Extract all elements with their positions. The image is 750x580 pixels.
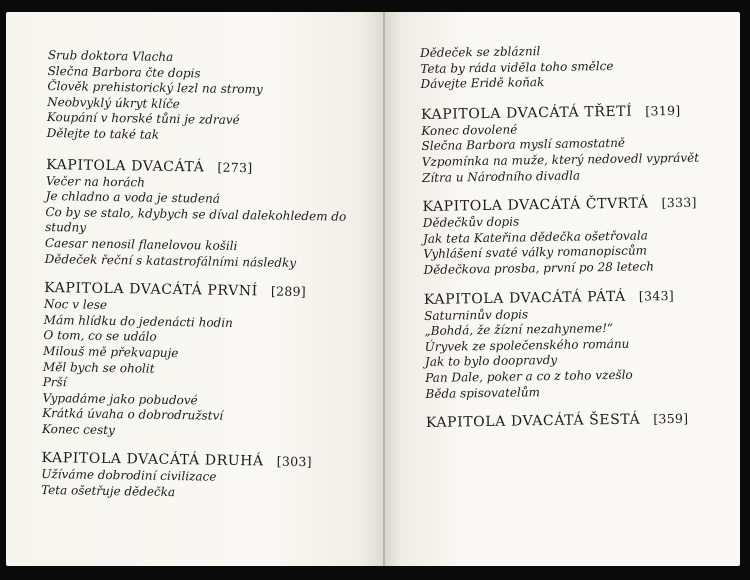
toc-entry: Vypadáme jako pobudové: [42, 390, 198, 408]
chapter-page-number: [359]: [653, 410, 689, 427]
chapter-page-number: [273]: [217, 159, 253, 175]
toc-entry: Dědečkova prosba, první po 28 letech: [423, 259, 655, 277]
toc-entry: Dědečkův dopis: [422, 214, 520, 231]
toc-entry: Saturninův dopis: [424, 306, 529, 323]
toc-entry: Milouš mě překvapuje: [43, 343, 179, 360]
chapter-title: KAPITOLA DVACÁTÁ PÁTÁ: [423, 288, 626, 308]
chapter-title: KAPITOLA DVACÁTÁ DRUHÁ: [41, 450, 264, 470]
toc-entry: Prší: [42, 375, 67, 390]
toc-entry: Člověk prehistorický lezl na stromy: [47, 79, 263, 97]
toc-entry: Měl bych se oholit: [42, 359, 155, 376]
toc-entry: Konec cesty: [41, 421, 115, 437]
toc-entry: Teta ošetřuje dědečka: [40, 483, 176, 500]
toc-entry: Běda spisovatelům: [425, 384, 540, 401]
toc-entry: Konec dovolené: [421, 122, 518, 138]
toc-entry: Dědeček řeční s katastrofálními následky: [44, 251, 297, 270]
toc-entry: Vzpomínka na muže, který nedovedl vyprávět: [421, 150, 700, 169]
chapter-title: KAPITOLA DVACÁTÁ PRVNÍ: [44, 280, 258, 300]
chapter-page-number: [343]: [638, 287, 675, 304]
toc-entry: Teta by ráda viděla toho smělce: [420, 58, 614, 76]
toc-entry: Slečna Barbora čte dopis: [47, 63, 201, 80]
toc-entry: Úryvek ze společenského románu: [424, 336, 630, 354]
toc-entry: Zítra u Národního divadla: [421, 168, 581, 185]
toc-entry: Dědeček se zbláznil: [420, 44, 541, 60]
toc-entry: Dávejte Eridě koňak: [420, 75, 545, 92]
toc-entry: Je chladno a voda je studená: [45, 189, 221, 206]
toc-entry: O tom, co se událo: [43, 328, 157, 345]
toc-entry: Užíváme dobrodiní civilizace: [41, 467, 217, 485]
chapter-title: KAPITOLA DVACÁTÁ TŘETÍ: [420, 103, 633, 123]
toc-entry: Koupání v horské tůni je zdravé: [46, 110, 240, 128]
toc-entry: Caesar nenosil flanelovou košili: [44, 235, 238, 253]
toc-entry: Jak to bylo doopravdy: [424, 353, 558, 370]
right-page-toc: [420, 41, 726, 432]
toc-entry: Slečna Barbora myslí samostatně: [421, 136, 626, 154]
chapter-page-number: [319]: [645, 102, 681, 119]
toc-entry: Večer na horách: [45, 173, 146, 190]
toc-entry: Vyhlášení svaté války romanopiscům: [423, 243, 648, 262]
chapter-page-number: [303]: [276, 454, 312, 470]
toc-entry: Dělejte to také tak: [46, 125, 160, 142]
toc-entry: Pan Dale, poker a co z toho vzešlo: [425, 367, 633, 385]
book-gutter: [383, 12, 385, 566]
toc-entry: Jak teta Kateřina dědečka ošetřovala: [422, 228, 648, 246]
chapter-page-number: [333]: [661, 194, 697, 211]
toc-entry: Mám hlídku do jedenácti hodin: [43, 312, 233, 330]
toc-entry: Noc v lese: [43, 297, 108, 313]
chapter-page-number: [289]: [270, 283, 307, 300]
toc-entry: Srub doktora Vlacha: [47, 48, 174, 64]
toc-entry: Neobvyklý úkryt klíče: [47, 94, 180, 111]
chapter-title: KAPITOLA DVACÁTÁ ŠESTÁ: [425, 411, 641, 432]
left-page-toc: [41, 48, 368, 504]
toc-entry: „Bohdá, že žízní nezahyneme!“: [424, 321, 614, 339]
chapter-title: KAPITOLA DVACÁTÁ: [46, 156, 205, 176]
toc-entry: Krátká úvaha o dobrodružství: [42, 406, 224, 424]
chapter-title: KAPITOLA DVACÁTÁ ČTVRTÁ: [422, 195, 649, 216]
toc-entry: Co by se stalo, kdybych se díval dalekohledem do studny: [45, 204, 347, 235]
